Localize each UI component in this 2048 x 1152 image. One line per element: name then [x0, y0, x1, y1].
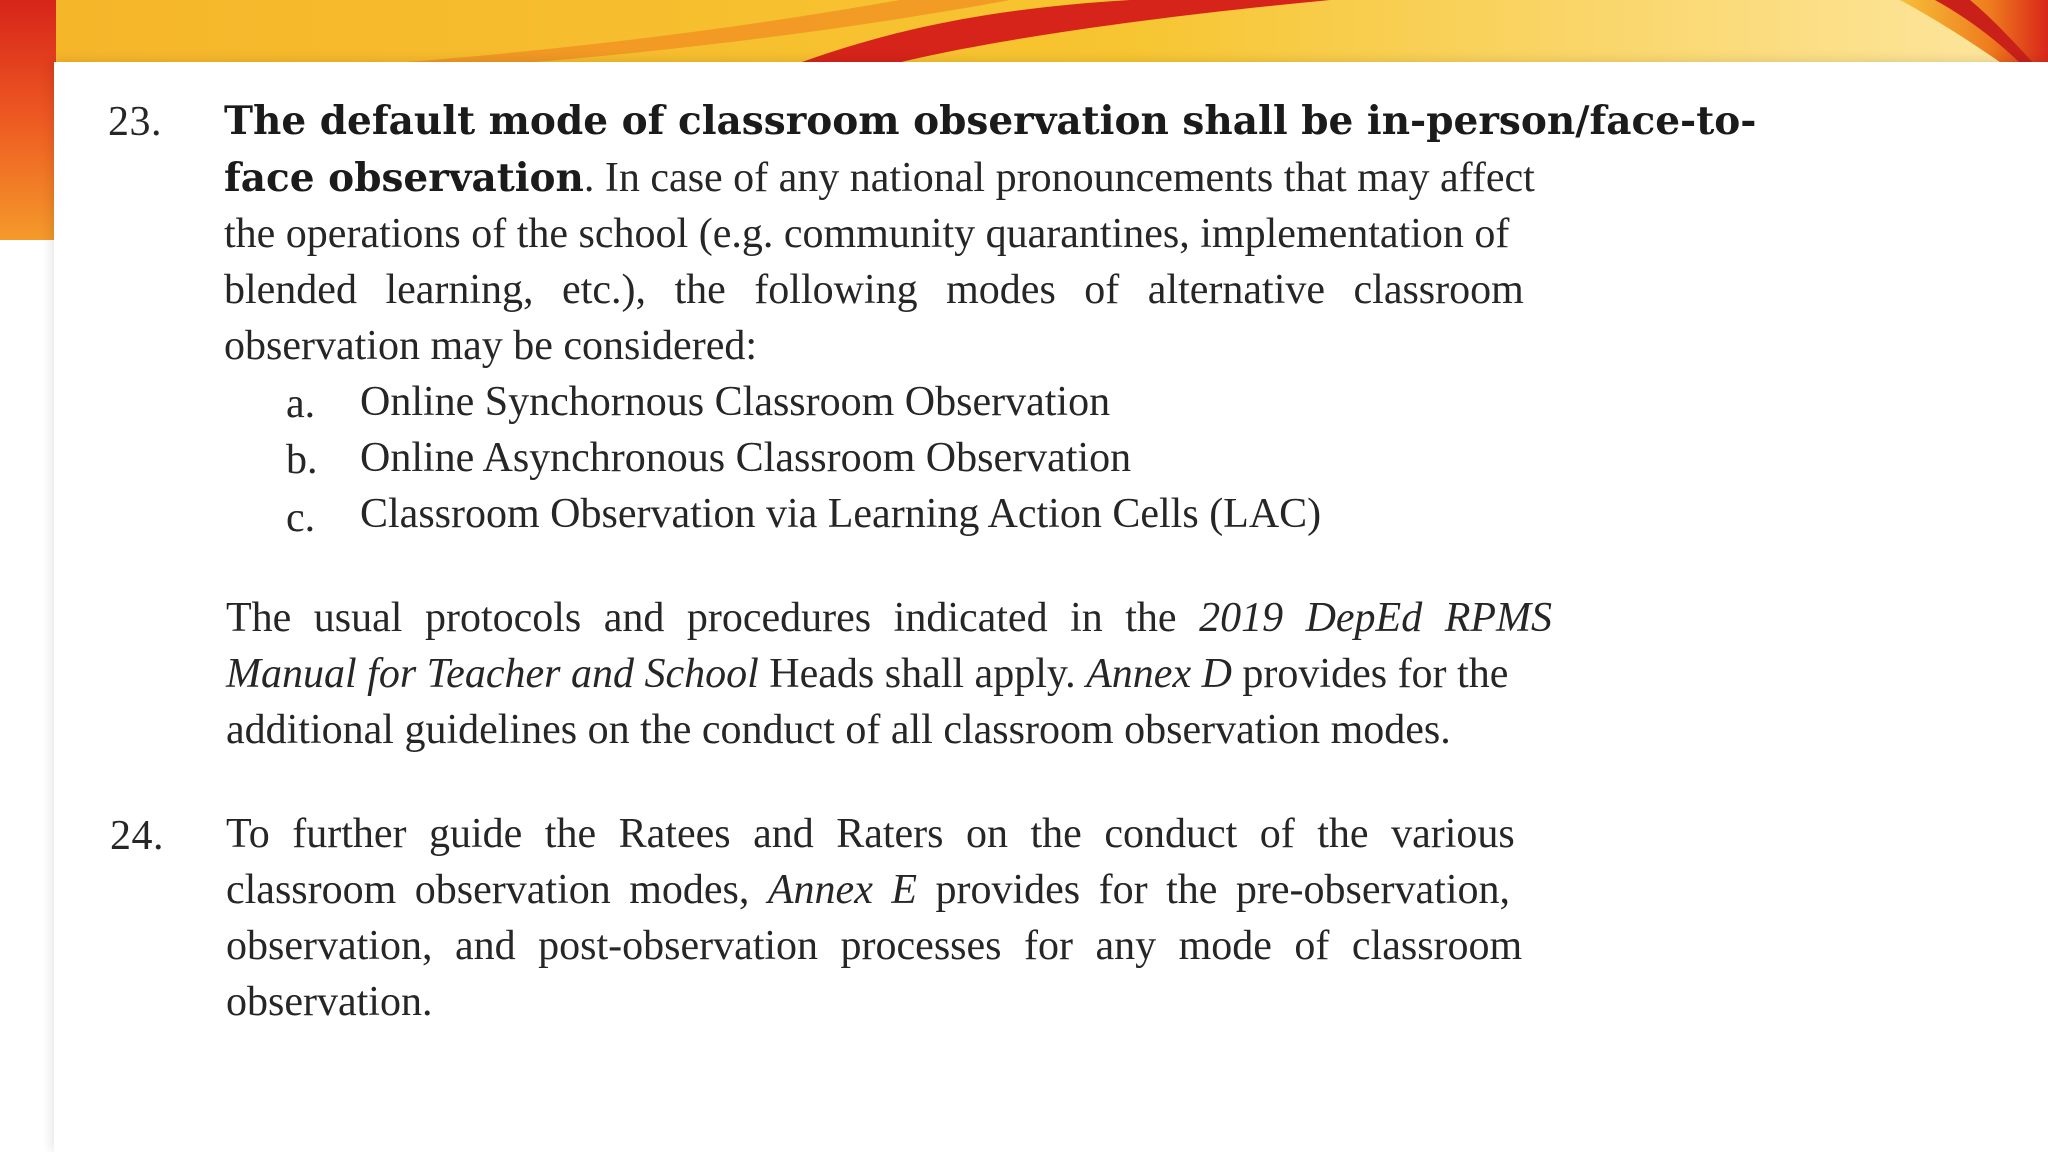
item-23-line-3: the operations of the school (e.g. community quarantines, implementation of [224, 211, 1510, 257]
item-23-p2-line-2-plain: Heads shall apply. [758, 651, 1087, 697]
item-23-line-4: blended learning, etc.), the following modes of alternative classroom [224, 267, 1524, 313]
item-24-line-2-italic: Annex E [767, 867, 917, 913]
item-23-bold-lead-2: face observation [224, 155, 584, 201]
item-23-line-5: observation may be considered: [224, 323, 757, 369]
item-23-p2-line-2 [226, 650, 1508, 698]
item-24-line-2-plain-2: provides for the pre-observation, [917, 867, 1510, 913]
option-a-text: Online Synchornous Classroom Observation [360, 379, 1111, 425]
item-23-p2-line-2-italic: Manual for Teacher and School [226, 651, 759, 697]
item-24-line-3: observation, and post-observation processes for any mode of classroom [226, 923, 1523, 969]
item-23-line-1 [224, 98, 1900, 144]
item-23-line-2-rest: . In case of any national pronouncements that may affect [583, 155, 1535, 201]
item-24-number: 24. [110, 813, 164, 859]
item-23-p2-line-2-plain-2: provides for the [1231, 651, 1509, 697]
option-c-marker: c. [286, 495, 316, 541]
item-23-bold-lead-1: The default mode of classroom observation shall be in-person/face-to- [224, 98, 1757, 144]
item-23-p2-line-3: additional guidelines on the conduct of all classroom observation modes. [226, 707, 1451, 753]
option-a-marker: a. [286, 381, 316, 427]
item-23-number: 23. [108, 99, 162, 145]
item-24-line-4: observation. [226, 979, 433, 1025]
option-b-marker: b. [286, 437, 318, 483]
item-24-line-1: To further guide the Ratees and Raters on the conduct of the various [226, 811, 1515, 857]
item-23-line-2 [224, 154, 1535, 202]
item-23-p2-line-1 [226, 594, 1552, 642]
item-24-line-2-plain: classroom observation modes, [226, 867, 768, 913]
option-c-text: Classroom Observation via Learning Action Cells (LAC) [360, 491, 1322, 537]
item-23-p2-line-2-italic-2: Annex D [1086, 651, 1232, 697]
item-23-p2-line-1-plain: The usual protocols and procedures indicated in the [226, 595, 1200, 641]
item-24-line-2 [226, 866, 1510, 914]
option-b-text: Online Asynchronous Classroom Observation [360, 435, 1132, 481]
item-23-p2-line-1-italic: 2019 DepEd RPMS [1199, 595, 1552, 641]
